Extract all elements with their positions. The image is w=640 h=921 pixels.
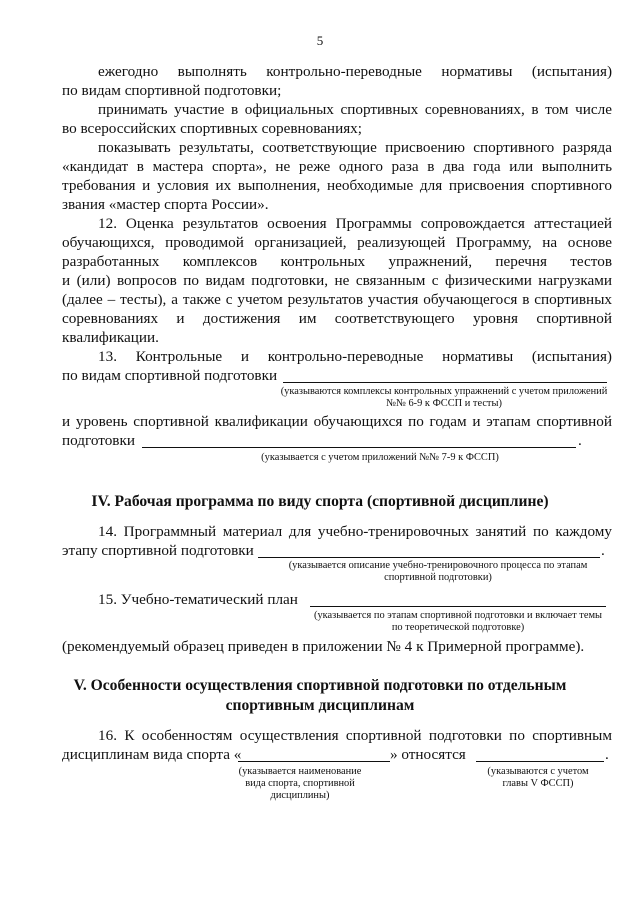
text-line: подготовки — [62, 432, 135, 449]
text-line: по видам спортивной подготовки; — [62, 82, 282, 99]
hint-note: №№ 6-9 к ФССП и тесты) — [386, 398, 502, 409]
text-line: звания «мастер спорта России». — [62, 196, 269, 213]
text-line: дисциплинам вида спорта « — [62, 746, 242, 763]
text-line: разработанных комплексов контрольных упражнений, перечня тестов — [62, 253, 612, 270]
text-line: 15. Учебно-тематический план — [98, 591, 298, 608]
text-line: (рекомендуемый образец приведен в приложении № 4 к Примерной программе). — [62, 638, 585, 655]
text-line: 14. Программный материал для учебно-тренировочных занятий по каждому — [98, 523, 612, 540]
section-heading: V. Особенности осуществления спортивной подготовки по отдельным — [73, 677, 567, 694]
hint-note: дисциплины) — [270, 790, 330, 801]
hint-note: (указывается описание учебно-тренировочного процесса по этапам — [288, 560, 588, 571]
text-line: этапу спортивной подготовки — [62, 542, 254, 559]
text-line: квалификации. — [62, 329, 159, 346]
hint-note: (указывается наименование — [238, 766, 362, 777]
text-line: и (или) вопросов по видам подготовки, не связанным с физическими нагрузками — [62, 272, 612, 289]
section-heading: IV. Рабочая программа по виду спорта (спортивной дисциплине) — [91, 493, 549, 510]
text-line: 16. К особенностям осуществления спортивной подготовки по спортивным — [98, 727, 612, 744]
text-line: ежегодно выполнять контрольно-переводные нормативы (испытания) — [98, 63, 612, 80]
text-line: (далее – тесты), а также с учетом результатов участия обучающегося в спортивных — [62, 291, 612, 308]
section-heading: спортивным дисциплинам — [225, 697, 415, 714]
hint-note: (указываются комплексы контрольных упражнений с учетом приложений — [280, 386, 608, 397]
text-line: показывать результаты, соответствующие присвоению спортивного разряда — [98, 139, 612, 156]
hint-note: (указывается с учетом приложений №№ 7-9 к ФССП) — [261, 452, 499, 463]
text-line: и уровень спортивной квалификации обучающихся по годам и этапам спортивной — [62, 413, 612, 430]
text-line: . — [578, 432, 582, 449]
text-line: по видам спортивной подготовки — [62, 367, 278, 384]
text-line: во всероссийских спортивных соревнованиях; — [62, 120, 362, 137]
page-number: 5 — [316, 33, 324, 48]
text-line: . — [605, 746, 609, 763]
text-line: требования и условия их выполнения, необходимые для присвоения спортивного — [62, 177, 612, 194]
hint-note: по теоретической подготовке) — [391, 622, 525, 633]
text-line: . — [601, 542, 605, 559]
hint-note: (указывается по этапам спортивной подготовки и включает темы — [313, 610, 603, 621]
fill-in-blank — [283, 382, 607, 383]
text-line: 13. Контрольные и контрольно-переводные нормативы (испытания) — [98, 348, 612, 365]
text-line: обучающихся, проводимой организацией, реализующей Программу, на основе — [62, 234, 612, 251]
text-line: «кандидат в мастера спорта», не реже одного раза в два года или выполнить — [62, 158, 612, 175]
fill-in-blank — [238, 761, 390, 762]
hint-note: главы V ФССП) — [502, 778, 574, 789]
fill-in-blank — [476, 761, 604, 762]
text-line: принимать участие в официальных спортивных соревнованиях, в том числе — [98, 101, 612, 118]
hint-note: (указываются с учетом — [487, 766, 589, 777]
text-line: 12. Оценка результатов освоения Программы сопровождается аттестацией — [98, 215, 612, 232]
text-line: » относятся — [390, 746, 466, 763]
hint-note: вида спорта, спортивной — [245, 778, 355, 789]
text-line: соревнованиях и достижения им соответствующего уровня спортивной — [62, 310, 612, 327]
fill-in-blank — [258, 557, 600, 558]
hint-note: спортивной подготовки) — [384, 572, 492, 583]
fill-in-blank — [310, 606, 606, 607]
fill-in-blank — [142, 447, 576, 448]
